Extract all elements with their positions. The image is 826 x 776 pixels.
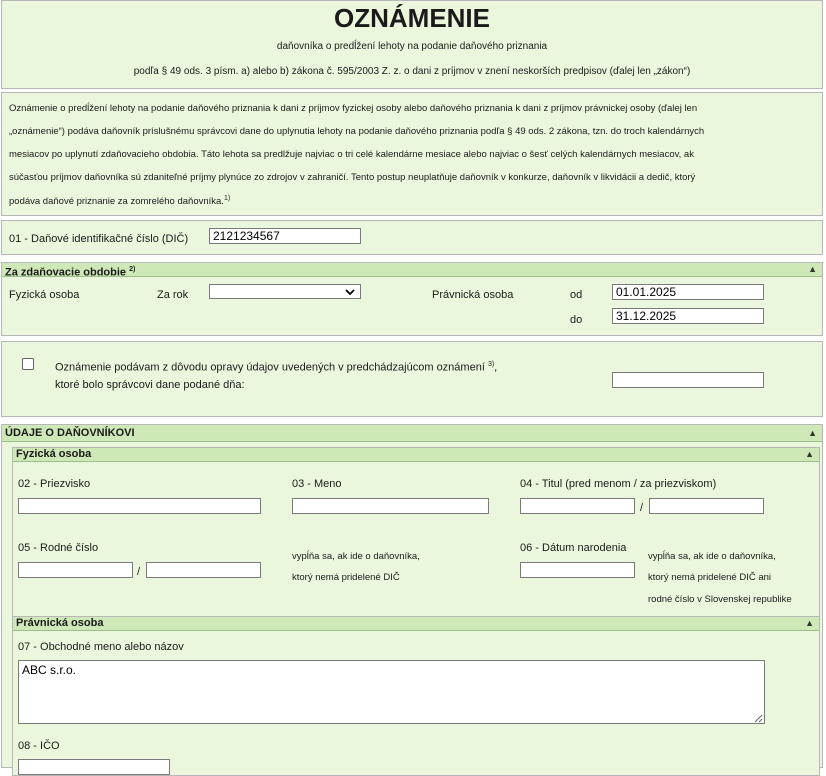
correction-checkbox[interactable] bbox=[22, 358, 34, 370]
ico-input[interactable] bbox=[18, 759, 170, 775]
intro-line-3: mesiacov po uplynutí zdaňovacieho obdobia. Táto lehota sa predlžuje najviac o tri celé kalendárne mesiace alebo najviac o šesť celých kalendárnych mesiacov, ak bbox=[9, 149, 694, 160]
legal-reference: podľa § 49 ods. 3 písm. a) alebo b) zákona č. 595/2003 Z. z. o dani z príjmov v znení neskorších predpisov (ďalej len „zákon“) bbox=[133, 66, 691, 77]
title-after-input[interactable] bbox=[649, 498, 764, 514]
collapse-icon[interactable]: ▲ bbox=[805, 618, 814, 628]
intro-line-5: podáva daňové priznanie za zomrelého daňovníka.$^{1)}$ bbox=[9, 195, 231, 208]
collapse-icon[interactable]: ▲ bbox=[805, 449, 814, 459]
intro-line-1: Oznámenie o predĺžení lehoty na podanie daňového priznania k dani z príjmov fyzickej osoby alebo daňového priznania k dani z príjmov právnickej osoby (ďalej len bbox=[9, 103, 698, 114]
birth-number-slash: / bbox=[137, 566, 141, 578]
footnote-2: 2) bbox=[129, 266, 136, 273]
birth-number-label: 05 - Rodné číslo bbox=[18, 542, 99, 554]
fo-heading: Fyzická osoba bbox=[16, 448, 92, 460]
dic-label: 01 - Daňové identifikačné číslo (DIČ) bbox=[9, 233, 189, 245]
po-subsection bbox=[12, 616, 820, 776]
period-header[interactable] bbox=[2, 263, 822, 277]
resize-handle-icon[interactable] bbox=[754, 714, 763, 723]
intro-line-2: „oznámenie“) podáva daňovník príslušnému správcovi dane do uplynutia lehoty na podanie daňového priznania podľa § 49 ods. 2 zákona, tzn. do troch kalendárnych bbox=[9, 126, 705, 137]
first-name-input[interactable] bbox=[292, 498, 489, 514]
intro-line-4: súčasťou príjmov daňovníka sú zdaniteľné príjmy plynúce zo zdrojov v zahraničí. Tento postup neuplatňuje daňovník v konkurze, daňovník v likvidácii a dedič, ktorý bbox=[9, 172, 696, 183]
period-section bbox=[1, 262, 823, 336]
birth-number-note-2: ktorý nemá pridelené DIČ bbox=[292, 572, 400, 583]
dic-section bbox=[1, 220, 823, 255]
period-from-input[interactable]: 01.01.2025 bbox=[612, 284, 764, 300]
correction-date-input[interactable] bbox=[612, 372, 764, 388]
period-to-input[interactable]: 31.12.2025 bbox=[612, 308, 764, 324]
form-title: OZNÁMENIE bbox=[334, 3, 490, 33]
birth-number-note-1: vypĺňa sa, ak ide o daňovníka, bbox=[292, 551, 420, 562]
to-label: do bbox=[570, 314, 583, 326]
po-header[interactable] bbox=[13, 617, 819, 631]
birth-date-input[interactable] bbox=[520, 562, 635, 578]
birth-date-label: 06 - Dátum narodenia bbox=[520, 542, 627, 554]
header-section bbox=[1, 0, 823, 89]
collapse-icon[interactable]: ▲ bbox=[808, 428, 817, 438]
chevron-down-icon bbox=[345, 289, 355, 296]
surname-input[interactable] bbox=[18, 498, 261, 514]
po-heading: Právnická osoba bbox=[16, 617, 104, 629]
fo-subsection bbox=[12, 447, 820, 632]
surname-label: 02 - Priezvisko bbox=[18, 478, 91, 490]
footnote-3: 3) bbox=[487, 361, 495, 368]
company-name-textarea[interactable]: ABC s.r.o. bbox=[18, 660, 765, 724]
correction-line-1: Oznámenie podávam z dôvodu opravy údajov uvedených v predchádzajúcom oznámení $^{3)}$, bbox=[55, 361, 498, 374]
year-select[interactable] bbox=[209, 284, 361, 299]
taxpayer-header[interactable] bbox=[2, 425, 822, 442]
correction-section bbox=[1, 341, 823, 417]
first-name-label: 03 - Meno bbox=[292, 478, 342, 490]
taxpayer-heading: ÚDAJE O DAŇOVNÍKOVI bbox=[5, 427, 135, 439]
form-subtitle: daňovníka o predĺžení lehoty na podanie daňového priznania bbox=[276, 41, 548, 52]
period-heading: Za zdaňovacie obdobie bbox=[5, 266, 127, 279]
po-period-label: Právnická osoba bbox=[432, 289, 514, 301]
title-label: 04 - Titul (pred menom / za priezviskom) bbox=[520, 478, 717, 490]
birth-number-input-1[interactable] bbox=[18, 562, 133, 578]
taxpayer-section bbox=[1, 424, 823, 768]
dic-input[interactable]: 2121234567 bbox=[209, 228, 361, 244]
fo-header[interactable] bbox=[13, 448, 819, 462]
collapse-icon[interactable]: ▲ bbox=[808, 264, 817, 274]
birth-date-note-1: vypĺňa sa, ak ide o daňovníka, bbox=[648, 551, 776, 562]
footnote-1: 1) bbox=[223, 195, 231, 202]
company-name-label: 07 - Obchodné meno alebo názov bbox=[18, 641, 184, 653]
intro-section bbox=[1, 92, 823, 216]
title-slash: / bbox=[640, 502, 644, 514]
fo-period-label: Fyzická osoba bbox=[9, 289, 80, 301]
year-label: Za rok bbox=[157, 289, 189, 301]
ico-label: 08 - IČO bbox=[18, 740, 60, 752]
from-label: od bbox=[570, 289, 583, 301]
birth-date-note-3: rodné číslo v Slovenskej republike bbox=[648, 594, 792, 605]
birth-number-input-2[interactable] bbox=[146, 562, 261, 578]
birth-date-note-2: ktorý nemá pridelené DIČ ani bbox=[648, 572, 772, 583]
correction-line-2: ktoré bolo správcovi dane podané dňa: bbox=[55, 379, 245, 391]
title-before-input[interactable] bbox=[520, 498, 635, 514]
